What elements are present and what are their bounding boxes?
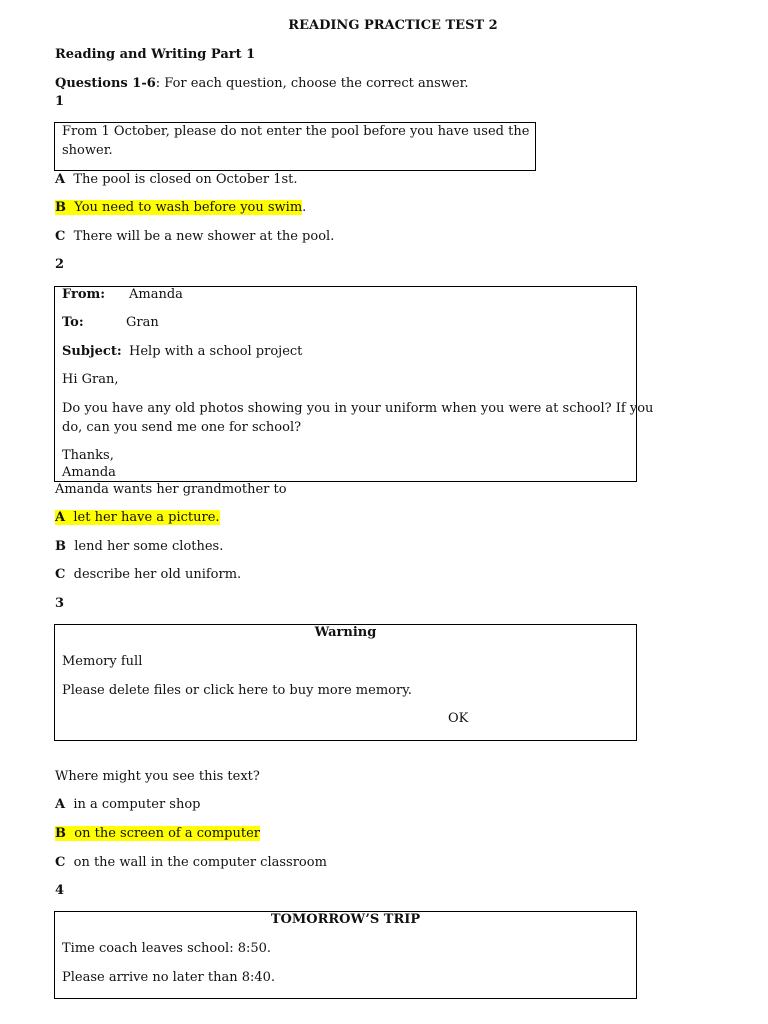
question-3-stem: Where might you see this text? — [55, 769, 260, 784]
trip-line-2: Please arrive no later than 8:40. — [62, 970, 276, 985]
instructions-label: Questions 1-6 — [55, 76, 156, 91]
option-1a — [55, 172, 298, 188]
email-from-label: From: — [62, 287, 106, 302]
option-3a — [55, 797, 201, 813]
question-number-1: 1 — [55, 94, 65, 109]
email-subject-label: Subject: — [62, 344, 122, 359]
email-body-line-2: do, can you send me one for school? — [62, 420, 302, 435]
notice-1-line-1: From 1 October, please do not enter the pool before you have used the — [62, 124, 530, 139]
option-3c — [55, 855, 327, 871]
option-text: let her have a picture. — [73, 510, 220, 525]
option-text: You need to wash before you swim — [74, 200, 303, 215]
question-2-stem: Amanda wants her grandmother to — [55, 482, 287, 497]
document-title: READING PRACTICE TEST 2 — [288, 18, 498, 33]
trip-line-1: Time coach leaves school: 8:50. — [62, 941, 272, 956]
option-2b — [55, 539, 223, 555]
option-text: on the screen of a computer — [74, 826, 260, 841]
option-letter: A — [55, 797, 66, 812]
question-number-4: 4 — [55, 883, 65, 898]
option-letter: A — [55, 510, 66, 525]
email-to-value: Gran — [126, 315, 159, 330]
email-box — [54, 286, 654, 482]
warning-line-1: Memory full — [62, 654, 143, 669]
option-3b — [55, 826, 260, 842]
warning-box — [54, 624, 637, 741]
instructions-text: : For each question, choose the correct answer. — [155, 76, 469, 91]
email-body-line-1: Do you have any old photos showing you in your uniform when you were at school? If you — [62, 401, 654, 416]
warning-title: Warning — [314, 625, 377, 640]
option-letter: C — [55, 229, 66, 244]
option-text: lend her some clothes. — [74, 539, 224, 554]
question-number-2: 2 — [55, 257, 65, 272]
notice-box-1 — [54, 122, 536, 171]
part-heading: Reading and Writing Part 1 — [55, 47, 256, 62]
option-suffix: . — [302, 200, 307, 215]
question-number-3: 3 — [55, 596, 65, 611]
option-letter: C — [55, 567, 66, 582]
email-signoff: Thanks, — [62, 448, 114, 463]
option-letter: B — [55, 539, 66, 554]
option-text: The pool is closed on October 1st. — [73, 172, 298, 187]
option-text: There will be a new shower at the pool. — [73, 229, 335, 244]
option-letter: A — [55, 172, 66, 187]
option-1c — [55, 229, 334, 245]
trip-title: TOMORROW’S TRIP — [270, 912, 421, 927]
option-2c — [55, 567, 241, 583]
warning-line-2: Please delete files or click here to buy more memory. — [62, 683, 412, 698]
email-to-label: To: — [62, 315, 84, 330]
option-letter: B — [55, 200, 66, 215]
notice-1-line-2: shower. — [62, 143, 113, 158]
email-from-value: Amanda — [129, 287, 183, 302]
email-subject-value: Help with a school project — [129, 344, 303, 359]
option-text: describe her old uniform. — [73, 567, 242, 582]
email-signature: Amanda — [62, 465, 116, 480]
instructions — [55, 76, 469, 92]
option-2a — [55, 510, 220, 526]
option-letter: B — [55, 826, 66, 841]
option-letter: C — [55, 855, 66, 870]
option-text: in a computer shop — [73, 797, 201, 812]
trip-notice-box — [54, 911, 637, 999]
option-1b — [55, 200, 306, 216]
warning-ok: OK — [448, 711, 469, 726]
option-text: on the wall in the computer classroom — [73, 855, 327, 870]
email-greeting: Hi Gran, — [62, 372, 119, 387]
